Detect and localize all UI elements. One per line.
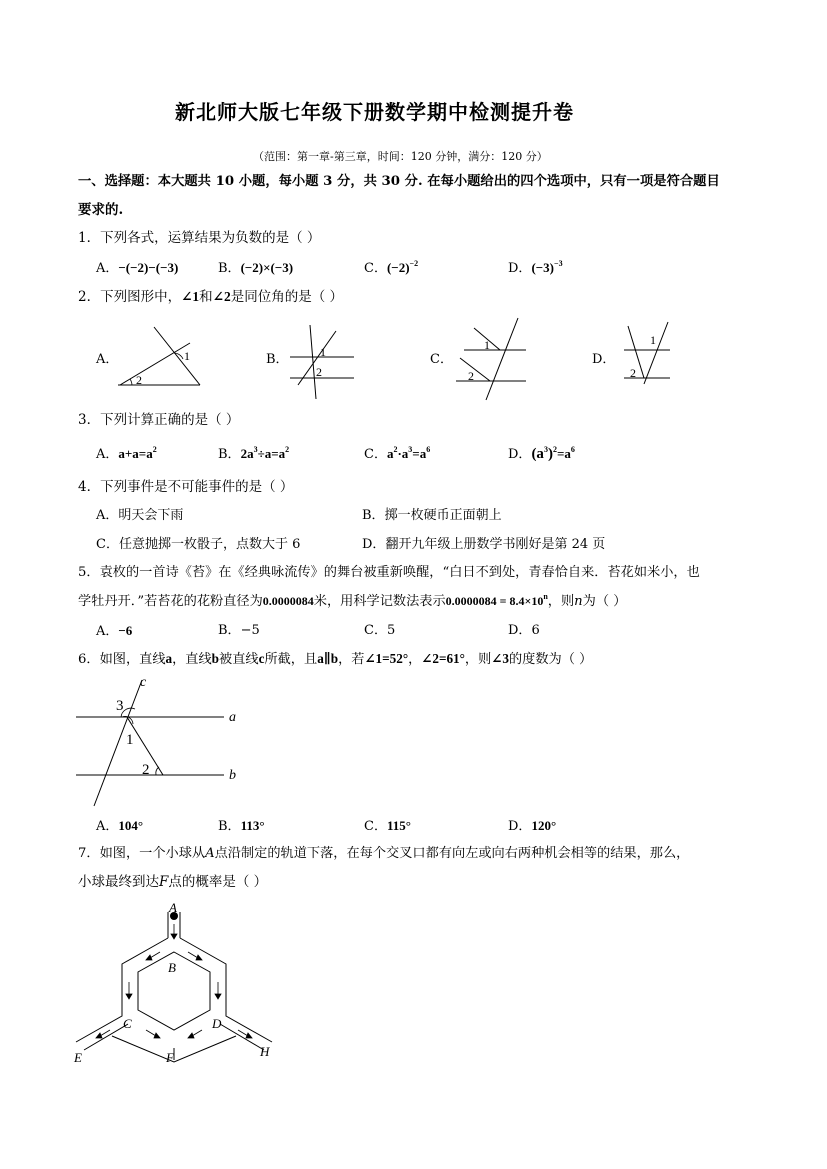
q6-stem-h: 的度数为（ ） bbox=[508, 652, 593, 667]
q2-angle1: ∠1 bbox=[181, 289, 200, 304]
q4-option-a[interactable] bbox=[96, 508, 183, 524]
q7-fig-label-a: A bbox=[169, 900, 177, 915]
q3-option-c-exp2: 3 bbox=[408, 445, 413, 454]
q1-option-d-exponent: −3 bbox=[554, 259, 563, 268]
q3-option-b[interactable] bbox=[218, 446, 289, 463]
q6-angle3: ∠3 bbox=[491, 651, 509, 666]
q5-option-c-text: 5 bbox=[386, 623, 396, 638]
q6-option-a[interactable] bbox=[96, 818, 143, 835]
q3-option-d-expr-a: (a bbox=[531, 446, 544, 462]
q5-option-a-text: −6 bbox=[118, 623, 133, 638]
q3-option-c-exp1: 2 bbox=[393, 445, 398, 454]
q4-stem: 4．下列事件是不可能事件的是（ ） bbox=[78, 479, 294, 495]
q6-option-c[interactable] bbox=[364, 818, 411, 835]
q2-figure-a bbox=[118, 325, 208, 395]
q4-option-d-text: 翻开九年级上册数学书刚好是第 24 页 bbox=[385, 537, 606, 552]
section-heading-line1: 一、选择题：本大题共 10 小题，每小题 3 分，共 30 分. 在每小题给出的四个选项中，只有一项是符合题目 bbox=[78, 174, 720, 189]
q7-line2-post: 点的概率是（ ） bbox=[168, 874, 268, 890]
q3-option-c-label: C． bbox=[364, 447, 387, 462]
q7-point-a: A bbox=[205, 846, 215, 861]
q2-fig-c-angle1: 1 bbox=[484, 338, 490, 352]
q1-option-a[interactable] bbox=[96, 260, 178, 277]
q7-point-f: F bbox=[159, 874, 169, 890]
q2-option-b-label[interactable]: B． bbox=[266, 352, 289, 367]
q2-figure-d bbox=[614, 320, 694, 402]
q5-option-a[interactable] bbox=[96, 623, 132, 640]
q1-stem: 1．下列各式，运算结果为负数的是（ ） bbox=[78, 230, 321, 246]
q6-option-b-label: B． bbox=[218, 819, 241, 834]
q5-line2-end: 为（ ） bbox=[582, 594, 627, 609]
q6-stem-g: ，则 bbox=[464, 652, 492, 667]
q2-option-d-label[interactable]: D． bbox=[592, 352, 616, 367]
q3-option-d-expr-b: ) bbox=[547, 446, 553, 462]
q6-option-d-text: 120° bbox=[531, 818, 557, 833]
q7-fig-label-h: H bbox=[260, 1044, 270, 1059]
q2-stem-mid: 和 bbox=[199, 289, 213, 305]
q2-fig-a-angle1: 1 bbox=[184, 349, 190, 363]
q2-figure-c bbox=[456, 318, 536, 400]
q5-option-d[interactable] bbox=[508, 623, 540, 639]
q3-option-b-label: B． bbox=[218, 447, 241, 462]
q2-option-a-label[interactable]: A． bbox=[96, 352, 119, 367]
section-heading-line2: 要求的. bbox=[78, 202, 124, 218]
q6-option-c-label: C． bbox=[364, 819, 387, 834]
q4-option-b[interactable] bbox=[362, 508, 502, 524]
q7-figure bbox=[70, 900, 290, 1070]
q6-fig-label-1: 1 bbox=[126, 732, 134, 748]
q2-angle2: ∠2 bbox=[212, 289, 231, 304]
q3-option-b-expr-b: ÷a=a bbox=[257, 446, 286, 461]
q1-option-d-expr: (−3) bbox=[531, 260, 555, 275]
q1-option-b-label: B． bbox=[218, 261, 241, 276]
q5-var-n: n bbox=[574, 594, 583, 609]
q6-fig-label-2: 2 bbox=[142, 762, 150, 778]
q5-line2-mid: 米，用科学记数法表示 bbox=[313, 594, 446, 609]
q5-line1: 5．袁枚的一首诗《苔》在《经典咏流传》的舞台被重新唤醒，“白日不到处，青春恰自来．苔花如米小，也 bbox=[78, 565, 700, 580]
q4-option-c-label: C． bbox=[96, 537, 119, 552]
q1-option-c-label: C． bbox=[364, 261, 387, 276]
q6-fig-label-b: b bbox=[229, 768, 236, 783]
q6-option-a-text: 104° bbox=[118, 818, 144, 833]
q5-scientific-exp: n bbox=[543, 592, 548, 601]
q5-scientific: 0.0000084 = 8.4×10 bbox=[445, 594, 544, 608]
q4-option-d[interactable] bbox=[362, 537, 605, 553]
q6-fig-label-3: 3 bbox=[116, 698, 124, 714]
q2-fig-a-angle2: 2 bbox=[136, 373, 142, 387]
q4-option-b-text: 掷一枚硬币正面朝上 bbox=[384, 508, 502, 523]
q4-option-a-text: 明天会下雨 bbox=[118, 508, 184, 523]
q4-option-d-label: D． bbox=[362, 537, 386, 552]
q6-stem-c: 被直线 bbox=[219, 652, 259, 667]
q6-parallel: a∥b bbox=[317, 651, 339, 666]
q3-stem: 3．下列计算正确的是（ ） bbox=[78, 412, 240, 428]
q4-option-b-label: B． bbox=[362, 508, 385, 523]
q3-option-b-exp2: 2 bbox=[285, 445, 290, 454]
q6-stem-f: ， bbox=[408, 652, 422, 667]
q2-option-c-label[interactable]: C． bbox=[430, 352, 453, 367]
q7-line2-pre: 小球最终到达 bbox=[78, 874, 159, 890]
q3-option-c-expr-c: =a bbox=[412, 446, 427, 461]
q6-option-c-text: 115° bbox=[386, 818, 411, 833]
q7-fig-label-c: C bbox=[123, 1016, 132, 1031]
q1-option-a-expr: −(−2)−(−3) bbox=[118, 260, 179, 275]
q5-number: 0.0000084 bbox=[262, 594, 314, 608]
q5-option-b-text: −5 bbox=[240, 623, 260, 638]
q6-stem bbox=[78, 651, 592, 668]
q2-stem-pre: 2．下列图形中， bbox=[78, 289, 182, 305]
q2-fig-b-angle2: 2 bbox=[316, 365, 322, 379]
q1-option-d[interactable] bbox=[508, 260, 563, 277]
q6-stem-e: ，若 bbox=[338, 652, 365, 667]
q5-option-d-text: 6 bbox=[531, 623, 540, 638]
q5-line2 bbox=[78, 593, 626, 610]
q4-option-c[interactable] bbox=[96, 537, 300, 553]
q6-option-d-label: D． bbox=[508, 819, 532, 834]
q3-option-c[interactable] bbox=[364, 446, 430, 463]
q1-option-d-label: D． bbox=[508, 261, 532, 276]
q2-fig-c-angle2: 2 bbox=[468, 369, 474, 383]
q6-option-b-text: 113° bbox=[240, 818, 265, 833]
q6-stem-a: 6．如图，直线 bbox=[78, 652, 166, 667]
q7-line1-pre: 7．如图，一个小球从 bbox=[78, 846, 206, 861]
q3-option-a-label: A． bbox=[96, 447, 119, 462]
q1-option-c-exponent: −2 bbox=[409, 259, 419, 268]
q6-fig-label-c: c bbox=[140, 675, 147, 690]
q3-option-a-expr: a+a=a bbox=[118, 446, 153, 461]
q5-line2-post: ，则 bbox=[547, 594, 575, 609]
q6-line-a: a bbox=[165, 651, 173, 666]
q5-option-a-label: A． bbox=[96, 624, 119, 639]
q3-option-c-expr-a: a bbox=[386, 446, 394, 461]
q1-option-c[interactable] bbox=[364, 260, 418, 277]
q5-option-d-label: D． bbox=[508, 623, 532, 638]
q7-fig-label-e: E bbox=[74, 1050, 82, 1065]
q2-fig-d-angle1: 1 bbox=[650, 333, 656, 347]
q7-fig-label-b: B bbox=[168, 960, 176, 975]
q1-option-a-label: A． bbox=[96, 261, 119, 276]
q2-stem-post: 是同位角的是（ ） bbox=[230, 289, 344, 305]
q4-option-c-text: 任意抛掷一枚骰子，点数大于 6 bbox=[118, 537, 301, 552]
q1-option-c-expr: (−2) bbox=[386, 260, 410, 275]
q2-figure-b bbox=[290, 323, 370, 403]
q3-option-a-exp: 2 bbox=[152, 445, 157, 454]
q5-option-b-label: B． bbox=[218, 623, 241, 638]
q5-option-c-label: C． bbox=[364, 623, 387, 638]
q6-fig-label-a: a bbox=[229, 710, 236, 725]
q1-option-b-expr: (−2)×(−3) bbox=[240, 260, 294, 275]
q3-option-d-expr-c: =a bbox=[556, 446, 571, 461]
page-subtitle: （范围：第一章-第三章，时间：120 分钟，满分：120 分） bbox=[253, 150, 548, 163]
q3-option-d[interactable] bbox=[508, 446, 575, 463]
q5-option-c[interactable] bbox=[364, 623, 395, 639]
q3-option-b-expr-a: 2a bbox=[240, 446, 254, 461]
q6-cond1: ∠1=52° bbox=[364, 651, 409, 666]
q6-line-c: c bbox=[258, 651, 265, 666]
q7-line1-post: 点沿制定的轨道下落，在每个交叉口都有向左或向右两种机会相等的结果，那么， bbox=[214, 846, 690, 861]
q7-fig-label-f: F bbox=[166, 1050, 174, 1065]
q3-option-d-exp1: 3 bbox=[543, 445, 548, 454]
q4-option-a-label: A． bbox=[96, 508, 119, 523]
q6-line-b: b bbox=[211, 651, 220, 666]
q3-option-d-exp3: 6 bbox=[570, 445, 575, 454]
q2-fig-d-angle2: 2 bbox=[630, 366, 636, 380]
q1-option-b[interactable] bbox=[218, 260, 293, 277]
q6-stem-b: ，直线 bbox=[172, 652, 212, 667]
q6-option-d[interactable] bbox=[508, 818, 556, 835]
q7-fig-label-d: D bbox=[212, 1016, 222, 1031]
q2-fig-b-angle1: 1 bbox=[320, 345, 326, 359]
q6-option-a-label: A． bbox=[96, 819, 119, 834]
q3-option-a[interactable] bbox=[96, 446, 157, 463]
q7-line2 bbox=[78, 874, 267, 890]
q6-option-b[interactable] bbox=[218, 818, 265, 835]
q3-option-b-exp1: 3 bbox=[253, 445, 258, 454]
page-title: 新北师大版七年级下册数学期中检测提升卷 bbox=[175, 100, 574, 124]
q3-option-c-expr-b: ·a bbox=[397, 446, 409, 461]
q3-option-d-label: D． bbox=[508, 447, 532, 462]
q3-option-c-exp3: 6 bbox=[426, 445, 431, 454]
q5-line2-pre: 学牡丹开．”若苔花的花粉直径为 bbox=[78, 594, 263, 609]
q2-stem bbox=[78, 289, 343, 305]
q6-cond2: ∠2=61° bbox=[421, 651, 465, 666]
q5-option-b[interactable] bbox=[218, 623, 260, 639]
q6-stem-d: 所截，且 bbox=[264, 652, 318, 667]
q3-option-d-exp2: 2 bbox=[552, 445, 557, 454]
q7-line1 bbox=[78, 846, 689, 862]
q6-figure bbox=[72, 674, 262, 809]
